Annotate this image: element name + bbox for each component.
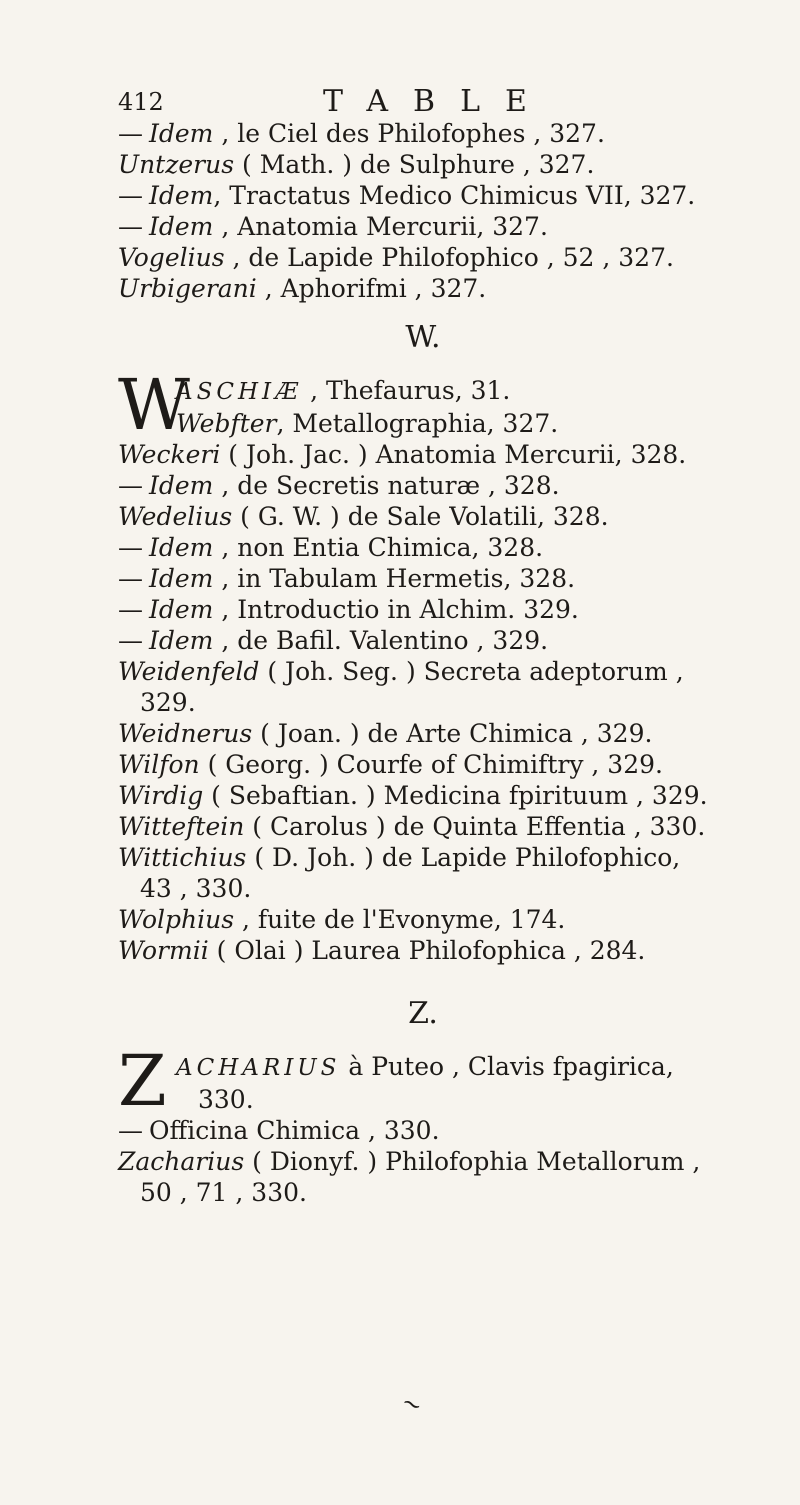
index-entry — [118, 211, 728, 242]
entry-name: ACHARIUS — [176, 1055, 341, 1081]
section-heading-z: Z. — [408, 996, 438, 1031]
entry-name: Wedelius — [118, 502, 233, 531]
entry-text: , Thefaurus, 31. — [302, 376, 511, 405]
entry-name: Wilfon — [118, 750, 200, 779]
entry-name: Vogelius — [118, 243, 225, 272]
entry-name: ASCHIÆ — [176, 379, 303, 405]
index-entry — [118, 935, 728, 966]
index-entry — [176, 408, 728, 439]
entry-text: , Aphorifmi , 327. — [256, 274, 487, 303]
index-entry — [118, 594, 728, 625]
entry-text: , de Secretis naturæ , 328. — [213, 471, 560, 500]
entry-name: Urbigerani — [118, 274, 257, 303]
index-entry — [118, 656, 728, 687]
entry-text: , in Tabulam Hermetis, 328. — [213, 564, 576, 593]
entries-u-list — [118, 118, 728, 304]
entry-text: Officina Chimica , 330. — [149, 1116, 440, 1145]
entry-text: ( D. Joh. ) de Lapide Philofophico, — [246, 843, 681, 872]
entry-name: Wirdig — [118, 781, 204, 810]
entry-text: ( Math. ) de Sulphure , 327. — [234, 150, 595, 179]
index-body — [118, 118, 728, 1208]
index-entry — [118, 149, 728, 180]
entry-text: , Anatomia Mercurii, 327. — [213, 212, 548, 241]
index-entry — [118, 532, 728, 563]
entry-name: Witteftein — [118, 812, 245, 841]
entry-dash: — — [118, 119, 143, 148]
entry-name: Idem — [149, 564, 214, 593]
index-entry — [118, 625, 728, 656]
entry-name: Wittichius — [118, 843, 247, 872]
entry-name: Idem — [149, 471, 214, 500]
entry-text: ( Joh. Seg. ) Secreta adeptorum , — [259, 657, 684, 686]
entry-text: ( Joan. ) de Arte Chimica , 329. — [252, 719, 653, 748]
entry-text: , Metallographia, 327. — [276, 409, 559, 438]
index-entry — [118, 780, 728, 811]
entry-name: Idem — [149, 212, 214, 241]
entry-text: 50 , 71 , 330. — [140, 1178, 307, 1207]
index-entry — [176, 1051, 728, 1084]
entry-text: , de Bafil. Valentino , 329. — [213, 626, 549, 655]
entry-text: 43 , 330. — [140, 874, 252, 903]
entry-name: Wormii — [118, 936, 209, 965]
entry-dash: — — [118, 181, 143, 210]
entry-dash: — — [118, 595, 143, 624]
section-z-lead — [118, 1040, 728, 1122]
page-number: 412 — [118, 88, 164, 116]
dropcap-w: W — [118, 364, 190, 446]
section-heading-w: W. — [405, 320, 441, 355]
entry-name: Idem — [149, 119, 214, 148]
entry-name: Weidenfeld — [118, 657, 260, 686]
index-entry — [118, 1115, 728, 1146]
entry-text: ( Olai ) Laurea Philofophica , 284. — [208, 936, 646, 965]
index-entry — [118, 273, 728, 304]
entry-text: , Tractatus Medico Chimicus VII, 327. — [213, 181, 696, 210]
entry-text: 329. — [140, 688, 196, 717]
entry-name: Untzerus — [118, 150, 235, 179]
index-entry-continuation — [118, 687, 728, 718]
entry-text: ( Joh. Jac. ) Anatomia Mercurii, 328. — [220, 440, 687, 469]
entries-w-list — [118, 439, 728, 966]
entry-name: Zacharius — [118, 1147, 245, 1176]
entry-dash: — — [118, 533, 143, 562]
index-entry-continuation — [118, 1177, 728, 1208]
entry-text: à Puteo , Clavis fpagirica, — [340, 1052, 674, 1081]
index-entry — [118, 439, 728, 470]
entry-text: ( Dionyf. ) Philofophia Metallorum , — [244, 1147, 701, 1176]
entry-dash: — — [118, 471, 143, 500]
entry-text: 330. — [198, 1085, 254, 1114]
index-entry — [176, 375, 728, 408]
index-entry — [118, 118, 728, 149]
entry-dash: — — [118, 564, 143, 593]
entry-name: Weidnerus — [118, 719, 253, 748]
index-entry — [118, 563, 728, 594]
entry-text: , de Lapide Philofophico , 52 , 327. — [224, 243, 674, 272]
entries-z-list — [118, 1115, 728, 1208]
entry-name: Weckeri — [118, 440, 221, 469]
entry-text: , fuite de l'Evonyme, 174. — [234, 905, 566, 934]
entry-name: Webfter — [176, 409, 277, 438]
entry-name: Idem — [149, 181, 214, 210]
entry-text: ( Carolus ) de Quinta Effentia , 330. — [244, 812, 706, 841]
section-w-lead — [118, 364, 728, 446]
index-entry-continuation — [118, 873, 728, 904]
entry-text: , le Ciel des Philofophes , 327. — [213, 119, 605, 148]
index-entry — [118, 1146, 728, 1177]
entry-name: Idem — [149, 595, 214, 624]
entry-name: Idem — [149, 626, 214, 655]
index-entry — [118, 242, 728, 273]
entry-dash: — — [118, 212, 143, 241]
index-entry — [118, 842, 728, 873]
index-entry — [118, 749, 728, 780]
entry-dash: — — [118, 626, 143, 655]
index-entry — [118, 180, 728, 211]
running-head: TABLE — [323, 84, 552, 119]
entry-text: , non Entia Chimica, 328. — [213, 533, 544, 562]
entry-text: ( Georg. ) Courfe of Chimiftry , 329. — [199, 750, 663, 779]
ornament-mark: ~ — [397, 1387, 428, 1421]
entry-text: , Introductio in Alchim. 329. — [213, 595, 579, 624]
index-entry-continuation — [176, 1084, 728, 1115]
index-entry — [118, 811, 728, 842]
index-entry — [118, 501, 728, 532]
entry-text: ( G. W. ) de Sale Volatili, 328. — [232, 502, 609, 531]
entry-name: Wolphius — [118, 905, 235, 934]
index-entry — [118, 904, 728, 935]
entry-text: ( Sebaftian. ) Medicina fpirituum , 329. — [203, 781, 708, 810]
entry-dash: — — [118, 1116, 143, 1145]
index-entry — [118, 470, 728, 501]
index-entry — [118, 718, 728, 749]
entry-name: Idem — [149, 533, 214, 562]
dropcap-z: Z — [118, 1040, 167, 1122]
